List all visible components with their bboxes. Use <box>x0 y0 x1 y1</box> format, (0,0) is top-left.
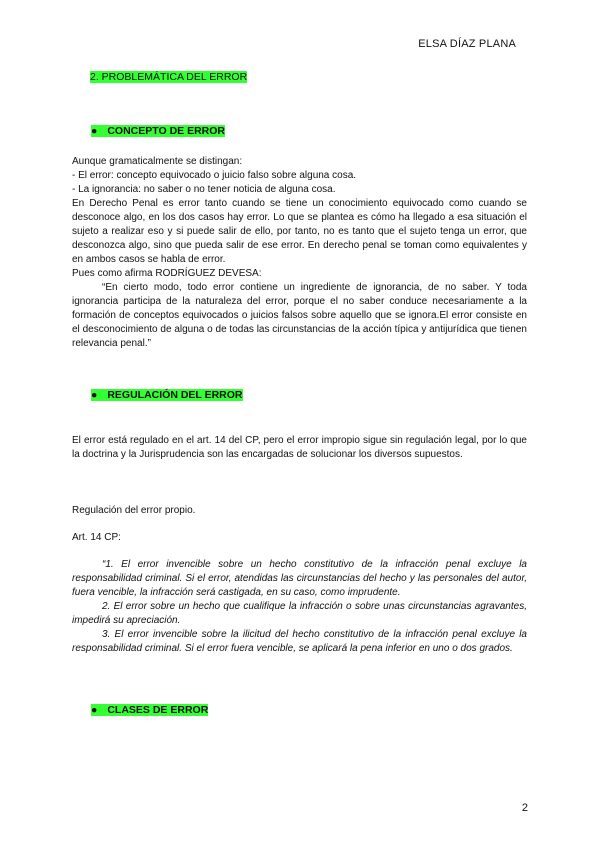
regulacion-subtitle: Regulación del error propio. <box>72 505 196 516</box>
heading-concepto-highlight <box>91 125 225 137</box>
regulacion-paragraph: El error está regulado en el art. 14 del CP, pero el error impropio sigue sin regulación legal, por lo que la doctrina y la Jurisprudencia son las encargadas de solucionar los diversos supuestos. <box>72 435 527 460</box>
heading-regulacion-highlight <box>91 389 243 401</box>
header-author: ELSA DÍAZ PLANA <box>418 38 516 50</box>
concepto-intro: Aunque gramaticalmente se distingan: <box>72 156 243 167</box>
art14-p1: “1. El error invencible sobre un hecho constitutivo de la infracción penal excluye la responsabilidad criminal. Si el error, atendidas las circunstancias del hecho y las personales del autor, fuera vencible, la infracción será castigada, en su caso, como imprudente. <box>72 559 527 598</box>
bullet-icon: ● <box>91 704 98 716</box>
art14-p2: 2. El error sobre un hecho que cualifique la infracción o sobre unas circunstancias agravantes, impedirá su apreciación. <box>72 601 527 626</box>
heading-clases-highlight <box>91 704 208 716</box>
concepto-item-ignorancia: - La ignorancia: no saber o no tener noticia de alguna cosa. <box>72 184 336 195</box>
concepto-paragraph: En Derecho Penal es error tanto cuando se tiene un conocimiento equivocado como cuando se desconoce algo, en los dos casos hay error. Lo que se plantea es cómo ha llegado a esa situación el sujeto a realizar eso y si puede salir de ello, por tanto, no es tanto que el sujeto tenga un error, que desconozca algo, sino que pueda salir de ese error. En derecho penal se toman como equivalentes y en ambos casos se habla de error. <box>72 198 527 265</box>
heading-clases-text: CLASES DE ERROR <box>107 704 209 716</box>
heading-concepto-text: CONCEPTO DE ERROR <box>107 125 225 137</box>
heading-regulacion <box>91 389 243 401</box>
concepto-cita-intro: Pues como afirma RODRÍGUEZ DEVESA: <box>72 268 262 279</box>
heading-regulacion-text: REGULACIÓN DEL ERROR <box>107 389 243 401</box>
section-title-text: 2. PROBLEMÁTICA DEL ERROR <box>90 71 248 83</box>
heading-concepto <box>91 125 225 137</box>
art14-text <box>72 558 527 656</box>
bullet-icon: ● <box>91 125 98 137</box>
concepto-item-error: - El error: concepto equivocado o juicio falso sobre alguna cosa. <box>72 170 357 181</box>
concepto-body <box>72 155 527 351</box>
bullet-icon: ● <box>91 389 98 401</box>
concepto-cita: “En cierto modo, todo error contiene un ingrediente de ignorancia, de no saber. Y toda ignorancia participa de la naturaleza del error, porque el no saber conduce necesariamente a la formación de conceptos equivocados o juicios falsos sobre aquello que se ignora.El error consiste en el desconocimiento de alguna o de todas las circunstancias de la acción típica y antijurídica que tienen relevancia penal.” <box>72 282 527 349</box>
heading-clases <box>91 704 208 716</box>
regulacion-art: Art. 14 CP: <box>72 532 121 543</box>
section-title-problematica <box>90 71 247 83</box>
page-number: 2 <box>521 802 528 814</box>
art14-p3: 3. El error invencible sobre la ilicitud del hecho constitutivo de la infracción penal excluye la responsabilidad criminal. Si el error fuera vencible, se aplicará la pena inferior en uno o dos grados. <box>72 629 527 654</box>
